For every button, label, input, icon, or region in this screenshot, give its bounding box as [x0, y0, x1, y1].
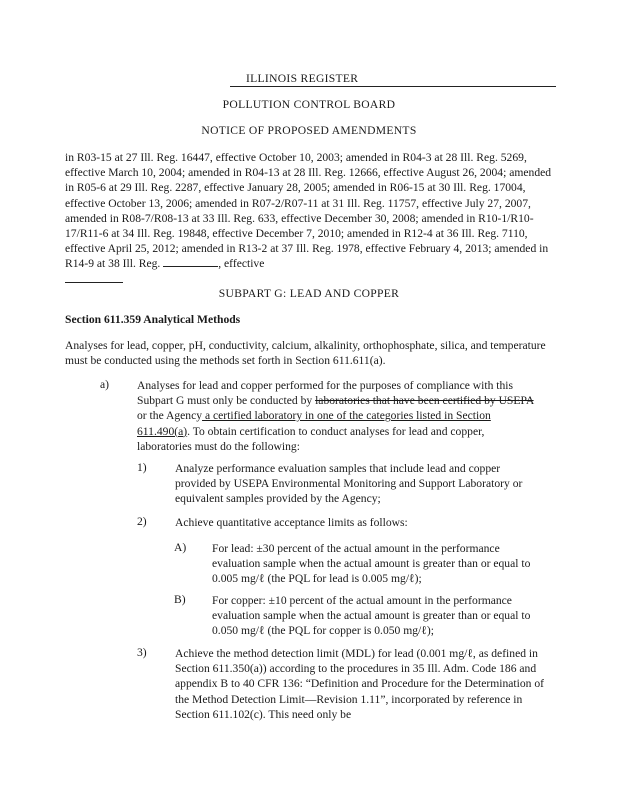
item-1-label: 1) [137, 461, 147, 474]
subitem-b-text: For copper: ±10 percent of the actual amount in the performance evaluation sample when the actual amount is greater than or equal to 0.050 mg/ℓ (the PQL for copper is 0.050 mg/ℓ); [212, 594, 531, 638]
item-3-text: Achieve the method detection limit (MDL) for lead (0.001 mg/ℓ, as defined in Section 611.350(a)) according to the procedures in 35 Ill. Adm. Code 186 and appendix B to 40 CFR 136: “Definition and Procedure for the Determination of the Method Detection Limit—Revision 1.11”, incorporated by reference in Section 611.102(c). This need only be [175, 647, 544, 721]
notice-header: NOTICE OF PROPOSED AMENDMENTS [201, 124, 417, 137]
para-a-text2: or the Agency [137, 409, 203, 423]
subpart-title: SUBPART G: LEAD AND COPPER [218, 287, 400, 300]
struck-text: laboratories that have been certified by USEPA [315, 394, 534, 408]
subitem-a-label: A) [174, 541, 187, 554]
history-note [65, 150, 555, 287]
para-a-label: a) [100, 378, 110, 391]
register-header: ILLINOIS REGISTER [230, 72, 556, 87]
blank-line [163, 256, 218, 267]
history-text: in R03-15 at 27 Ill. Reg. 16447, effective October 10, 2003; amended in R04-3 at 28 Ill. Reg. 5269, effective March 10, 2004; amended in R04-13 at 28 Ill. Reg. 12666, effective August 26, 2004; amended in R05-6 at 29 Ill. Reg. 2287, effective January 28, 2005; amended in R06-15 at 30 Ill. Reg. 17004, effective October 13, 2006; amended in R07-2/R07-11 at 31 Ill. Reg. 11757, effective July 27, 2007, amended in R08-7/R08-13 at 33 Ill. Reg. 633, effective December 30, 2008; amended in R10-1/R10-17/R11-6 at 34 Ill. Reg. 19848, effective December 7, 2010; amended in R12-4 at 36 Ill. Reg. 7110, effective April 25, 2012; amended in R13-2 at 37 Ill. Reg. 1978, effective February 4, 2013; amended in R14-9 at 38 Ill. Reg. [65, 151, 552, 271]
subitem-a-text: For lead: ±30 percent of the actual amount in the performance evaluation sample when the actual amount is greater than or equal to 0.005 mg/ℓ (the PQL for lead is 0.005 mg/ℓ); [212, 542, 531, 586]
section-title: Section 611.359 Analytical Methods [65, 313, 241, 326]
subitem-b-label: B) [174, 593, 186, 606]
board-header: POLLUTION CONTROL BOARD [222, 98, 396, 111]
item-1-text: Analyze performance evaluation samples that include lead and copper provided by USEPA Environmental Monitoring and Support Laboratory or equivalent samples provided by the Agency; [175, 462, 523, 506]
para-a-text1: Analyses for lead and copper performed for the purposes of compliance with this Subpart G must only be conducted by [137, 379, 514, 408]
added-text: a certified laboratory in one of the categories listed in Section 611.490(a) [137, 409, 491, 438]
item-2-text: Achieve quantitative acceptance limits as follows: [175, 516, 408, 529]
item-2-label: 2) [137, 515, 147, 528]
history-effective: , effective [218, 257, 265, 271]
section-intro: Analyses for lead, copper, pH, conductivity, calcium, alkalinity, orthophosphate, silica, and temperature must be conducted using the methods set forth in Section 611.611(a). [65, 339, 546, 368]
para-a-text [137, 378, 537, 454]
item-3-label: 3) [137, 646, 147, 659]
para-a-text3: . To obtain certification to conduct analyses for lead and copper, laboratories must do the following: [137, 424, 485, 453]
blank-line-date [65, 272, 123, 283]
